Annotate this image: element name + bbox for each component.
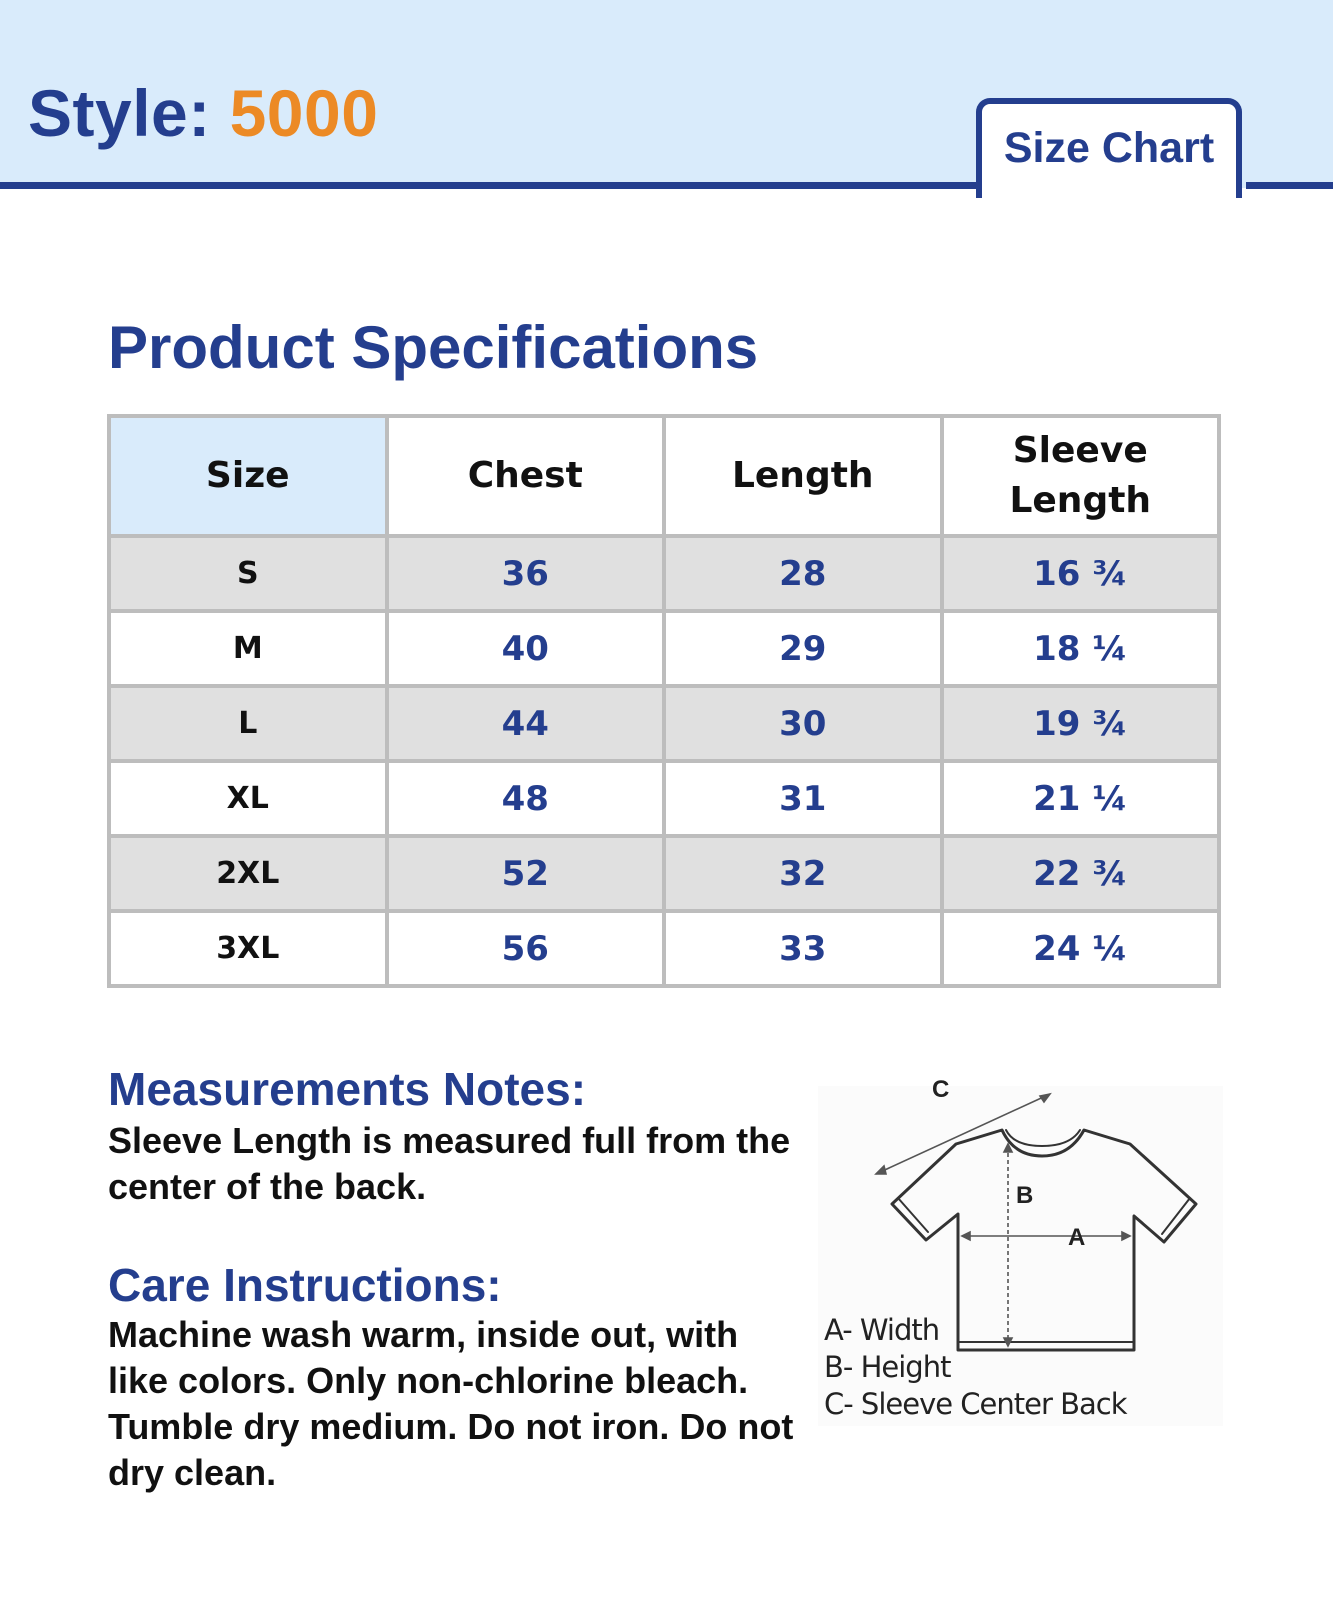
legend-sleeve-center-back: C- Sleeve Center Back xyxy=(824,1387,1127,1421)
table-row xyxy=(109,836,1219,911)
chest-cell: 36 xyxy=(387,536,665,611)
diagram-label-c: C xyxy=(932,1076,950,1103)
style-label: Style: xyxy=(28,76,211,150)
length-cell: 31 xyxy=(664,761,942,836)
chest-cell: 56 xyxy=(387,911,665,986)
chest-cell: 40 xyxy=(387,611,665,686)
page-title: Product Specifications xyxy=(108,314,759,381)
sleeve-cell: 16 ¾ xyxy=(942,536,1220,611)
size-cell: XL xyxy=(109,761,387,836)
diagram-legend xyxy=(824,1312,1127,1423)
notes-heading: Measurements Notes: xyxy=(108,1063,587,1115)
sleeve-cell: 18 ¼ xyxy=(942,611,1220,686)
sleeve-cell: 24 ¼ xyxy=(942,911,1220,986)
sleeve-cell: 22 ¾ xyxy=(942,836,1220,911)
length-cell: 33 xyxy=(664,911,942,986)
care-heading: Care Instructions: xyxy=(108,1259,502,1311)
header-rule xyxy=(0,182,982,189)
size-cell: L xyxy=(109,686,387,761)
sleeve-cell: 21 ¼ xyxy=(942,761,1220,836)
notes-text: Sleeve Length is measured full from the center of the back. xyxy=(108,1120,791,1207)
table-row xyxy=(109,686,1219,761)
chest-cell: 44 xyxy=(387,686,665,761)
table-row xyxy=(109,611,1219,686)
size-cell: M xyxy=(109,611,387,686)
table-row xyxy=(109,761,1219,836)
column-header-size: Size xyxy=(109,416,387,536)
diagram-label-b: B xyxy=(1016,1182,1034,1209)
tab-size-chart-label: Size Chart xyxy=(1003,123,1215,172)
column-header-length: Length xyxy=(664,416,942,536)
column-header-chest: Chest xyxy=(387,416,665,536)
legend-width: A- Width xyxy=(824,1313,940,1347)
table-row xyxy=(109,536,1219,611)
chest-cell: 52 xyxy=(387,836,665,911)
length-cell: 29 xyxy=(664,611,942,686)
size-cell: 3XL xyxy=(109,911,387,986)
chest-cell: 48 xyxy=(387,761,665,836)
legend-height: B- Height xyxy=(824,1350,951,1384)
length-cell: 30 xyxy=(664,686,942,761)
length-cell: 28 xyxy=(664,536,942,611)
diagram-label-a: A xyxy=(1068,1224,1086,1251)
size-cell: 2XL xyxy=(109,836,387,911)
tab-size-chart[interactable] xyxy=(976,98,1242,198)
column-header-sleeve-length-text: Sleeve Length xyxy=(1009,429,1152,521)
table-row xyxy=(109,911,1219,986)
measurement-diagram xyxy=(818,1076,1223,1426)
header-rule xyxy=(1246,182,1333,189)
length-cell: 32 xyxy=(664,836,942,911)
size-cell: S xyxy=(109,536,387,611)
care-text: Machine wash warm, inside out, with like colors. Only non-chlorine bleach. Tumble dry medium. Do not iron. Do not dry clean. xyxy=(108,1314,794,1493)
table-header-row xyxy=(109,416,1219,536)
sleeve-cell: 19 ¾ xyxy=(942,686,1220,761)
size-table xyxy=(107,414,1221,988)
style-number: 5000 xyxy=(229,76,379,150)
style-title xyxy=(28,76,379,150)
column-header-sleeve-length xyxy=(942,416,1220,536)
